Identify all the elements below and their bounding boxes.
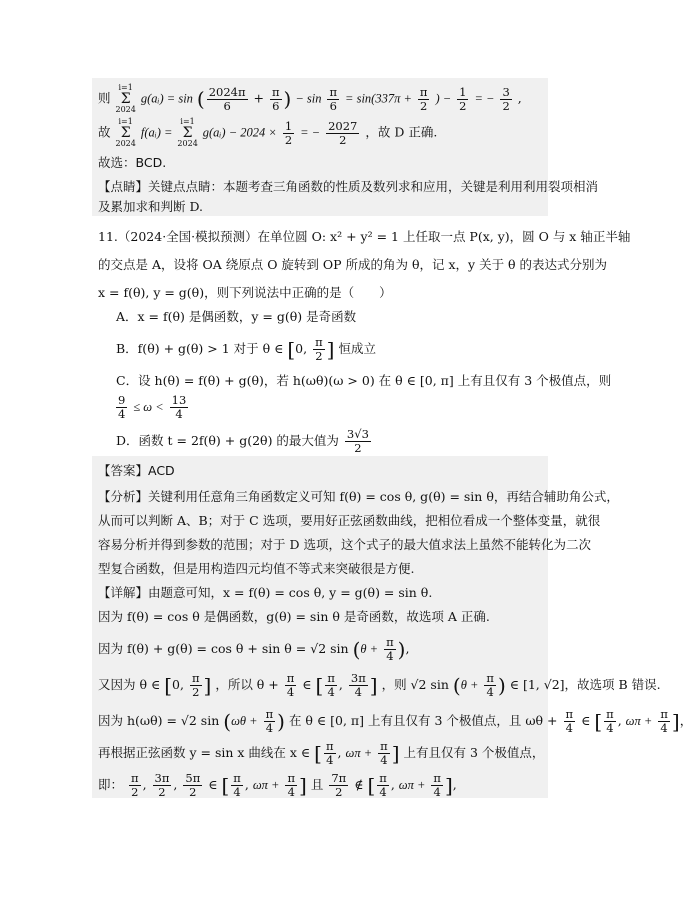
answer-line: 【答案】ACD	[98, 463, 175, 478]
analysis-line-4: 型复合函数，但是用构造四元均值不等式来突破很是方便.	[98, 561, 415, 576]
detail-line-3: 因为 f(θ) + g(θ) = cos θ + sin θ = √2 sin (θ + $\frac{\pi}{4}$ ),	[98, 635, 410, 663]
option-a: A．x = f(θ) 是偶函数，y = g(θ) 是奇函数	[116, 309, 357, 324]
option-c-line-2: $\frac{9}{4}$ ≤ ω < $\frac{13}{4}$	[118, 393, 187, 421]
formula-line-1: 则 i=1 Σ 2024 g(aᵢ) = sin ( $\frac{2024\pi}{6}$ + $\frac{\pi}{6}$ ) − sin $\frac{\pi}{6}$ = sin(337π + $\frac{\pi}{2}$ ) − $\frac{1}{2}$ = − $\frac{3}{2}$ ,	[98, 83, 522, 114]
fraction: $\frac{\pi}{6}$	[271, 84, 280, 113]
text: 则	[98, 90, 111, 106]
key-point-line-1: 【点睛】关键点点睛：本题考查三角函数的性质及数列求和应用，关键是利用利用裂项相消	[98, 179, 599, 194]
formula-line-2: 故 i=1 Σ 2024 f(aᵢ) = i=1 Σ 2024 g(aᵢ) − 2024 × $\frac{1}{2}$ = − $\frac{2027}{2}$ ，故 D 正确.	[98, 117, 438, 148]
fraction: $\frac{9}{4}$	[118, 393, 126, 421]
key-point-line-2: 及累加求和判断 D.	[98, 199, 204, 214]
sum-symbol: i=1 Σ 2024	[177, 117, 198, 148]
analysis-line-2: 从而可以判断 A、B；对于 C 选项，要用好正弦函数曲线，把相位看成一个整体变量，就很	[98, 513, 601, 528]
fraction: $\frac{3}{2}$	[502, 84, 510, 113]
analysis-line-3: 容易分析并得到参数的范围；对于 D 选项，这个式子的最大值求法上虽然不能转化为二次	[98, 537, 591, 552]
detail-line-7: 即： $\frac{\pi}{2}$ , $\frac{3\pi}{2}$ , $\frac{5\pi}{2}$ ∈ [ $\frac{\pi}{4}$ , ωπ + $\frac{\pi}{4}$ ] 且 $\frac{7\pi}{2}$ ∉ [ $\frac{\pi}{4}$ , ωπ + $\frac{\pi}{4}$ ],	[98, 771, 457, 799]
fraction: $\frac{1}{2}$	[459, 84, 467, 113]
fraction: $\frac{3√3}{2}$	[346, 427, 369, 455]
choice-line: 故选：BCD.	[98, 155, 167, 170]
detail-line-1: 【详解】由题意可知，x = f(θ) = cos θ, y = g(θ) = sin θ.	[98, 585, 433, 600]
fraction: $\frac{\pi}{2}$	[419, 84, 428, 113]
option-b: B．f(θ) + g(θ) > 1 对于 θ ∈ [0, $\frac{\pi}{2}$ ] 恒成立	[116, 335, 376, 363]
detail-line-2: 因为 f(θ) = cos θ 是偶函数，g(θ) = sin θ 是奇函数，故选项 A 正确.	[98, 609, 490, 624]
detail-line-6: 再根据正弦函数 y = sin x 曲线在 x ∈ [ $\frac{\pi}{4}$ , ωπ + $\frac{\pi}{4}$ ] 上有且仅有 3 个极值点，	[98, 739, 545, 767]
fraction: $\frac{2024\pi}{6}$	[208, 84, 246, 113]
question-11-line-3: x = f(θ), y = g(θ)，则下列说法中正确的是（ ）	[98, 285, 392, 300]
option-c-line-1: C．设 h(θ) = f(θ) + g(θ)，若 h(ωθ)(ω > 0) 在 θ ∈ [0, π] 上有且仅有 3 个极值点，则	[116, 373, 612, 388]
sum-symbol: i=1 Σ 2024	[115, 83, 136, 114]
detail-line-4: 又因为 θ ∈ [0, $\frac{\pi}{2}$ ] ，所以 θ + $\frac{\pi}{4}$ ∈ [ $\frac{\pi}{4}$ , $\frac{3\pi}{4}$ ] ，则 √2 sin (θ + $\frac{\pi}{4}$ ) ∈ [1, √2]，故选项 B 错误.	[98, 671, 661, 699]
fraction: $\frac{2027}{2}$	[328, 118, 358, 147]
sum-symbol: i=1 Σ 2024	[115, 117, 136, 148]
fraction: $\frac{13}{4}$	[171, 393, 187, 421]
question-11-line-1: 11.（2024·全国·模拟预测）在单位圆 O: x² + y² = 1 上任取一点 P(x, y)，圆 O 与 x 轴正半轴	[98, 229, 631, 244]
fraction: $\frac{\pi}{4}$	[386, 635, 394, 663]
fraction: $\frac{\pi}{2}$	[315, 335, 323, 363]
question-11-line-2: 的交点是 A，设将 OA 绕原点 O 旋转到 OP 所成的角为 θ，记 x，y 关于 θ 的表达式分别为	[98, 257, 608, 272]
fraction: $\frac{1}{2}$	[284, 118, 293, 147]
text: g(aᵢ) = sin	[140, 91, 193, 106]
detail-line-5: 因为 h(ωθ) = √2 sin (ωθ + $\frac{\pi}{4}$ ) 在 θ ∈ [0, π] 上有且仅有 3 个极值点，且 ωθ + $\frac{\pi}{4}$ ∈ [ $\frac{\pi}{4}$ , ωπ + $\frac{\pi}{4}$ ]，	[98, 707, 692, 735]
option-d: D．函数 t = 2f(θ) + g(2θ) 的最大值为 $\frac{3√3}{2}$	[116, 427, 369, 455]
analysis-line-1: 【分析】关键利用任意角三角函数定义可知 f(θ) = cos θ, g(θ) = sin θ，再结合辅助角公式，	[98, 489, 619, 504]
fraction: $\frac{\pi}{6}$	[329, 84, 338, 113]
